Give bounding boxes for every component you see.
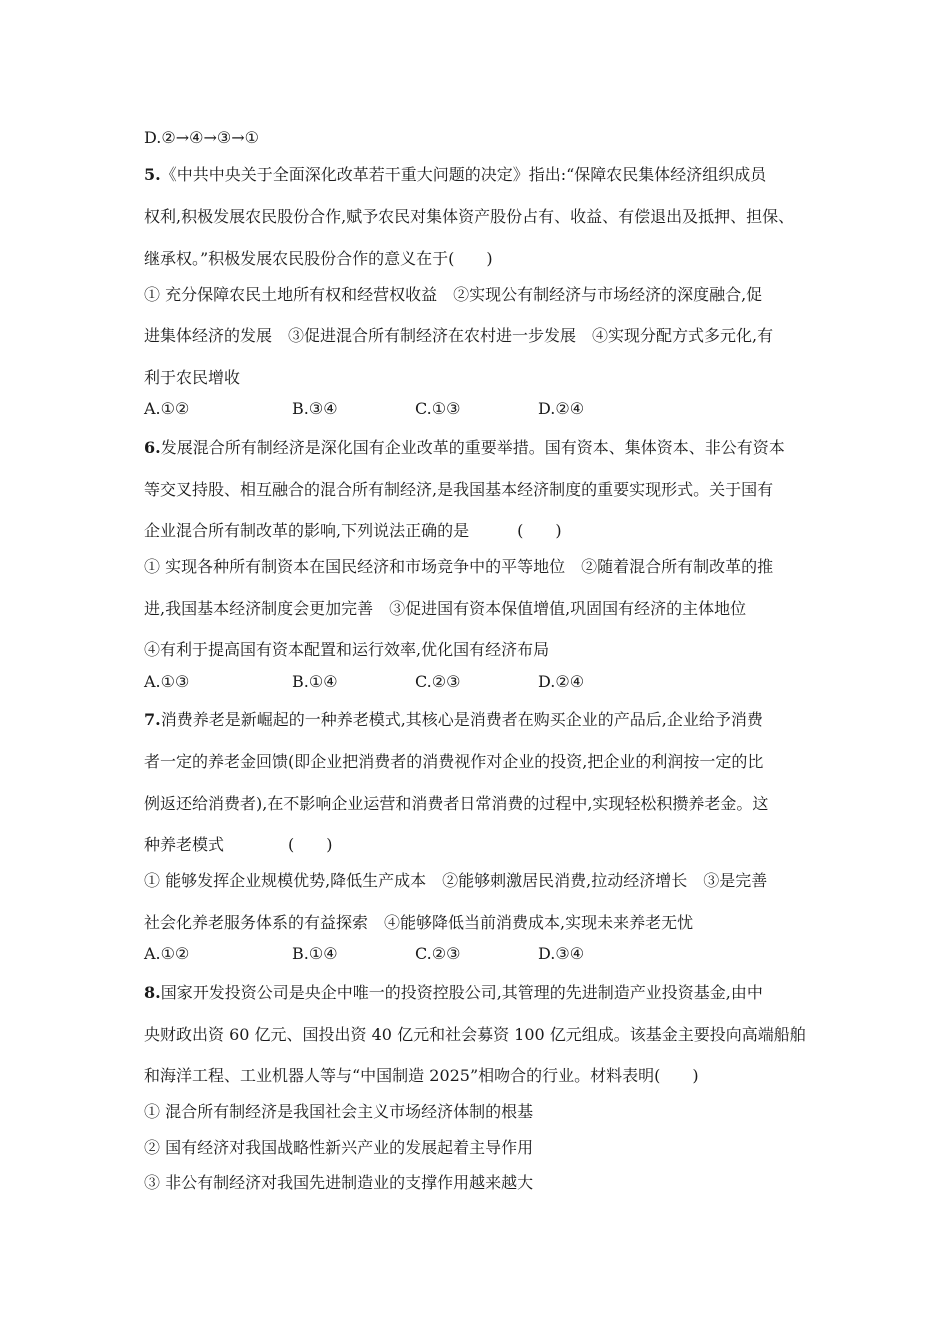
q5-option-b: B.③④	[292, 399, 338, 418]
q5-number: 5.	[144, 165, 161, 184]
q5-stem-line-2: 权利,积极发展农民股份合作,赋予农民对集体资产股份占有、收益、有偿退出及抵押、担保、	[144, 207, 795, 226]
q5-stem-line-3: 继承权。”积极发展农民股份合作的意义在于( )	[144, 249, 493, 268]
q8-item-line-3: ③ 非公有制经济对我国先进制造业的支撑作用越来越大	[144, 1173, 534, 1192]
q7-item-line-1: ① 能够发挥企业规模优势,降低生产成本 ②能够刺激居民消费,拉动经济增长 ③是完善	[144, 871, 768, 890]
q7-option-b: B.①④	[292, 944, 338, 963]
q5-item-line-1: ① 充分保障农民土地所有权和经营权收益 ②实现公有制经济与市场经济的深度融合,促	[144, 285, 763, 304]
q5-option-a: A.①②	[144, 399, 190, 418]
q6-stem-line-2: 等交叉持股、相互融合的混合所有制经济,是我国基本经济制度的重要实现形式。关于国有	[144, 480, 774, 499]
q8-stem-line-1: 8.国家开发投资公司是央企中唯一的投资控股公司,其管理的先进制造产业投资基金,由中	[144, 983, 763, 1002]
q6-option-d: D.②④	[538, 672, 585, 691]
q5-option-d: D.②④	[538, 399, 585, 418]
q6-stem-line-1: 6.发展混合所有制经济是深化国有企业改革的重要举措。国有资本、集体资本、非公有资本	[144, 438, 785, 457]
q5-item-line-3: 利于农民增收	[144, 368, 241, 387]
q6-item-line-1: ① 实现各种所有制资本在国民经济和市场竞争中的平等地位 ②随着混合所有制改革的推	[144, 557, 774, 576]
q7-stem-line-3: 例返还给消费者),在不影响企业运营和消费者日常消费的过程中,实现轻松积攒养老金。这	[144, 794, 769, 813]
q7-stem-line-2: 者一定的养老金回馈(即企业把消费者的消费视作对企业的投资,把企业的利润按一定的比	[144, 752, 764, 771]
q7-item-line-2: 社会化养老服务体系的有益探索 ④能够降低当前消费成本,实现未来养老无忧	[144, 913, 694, 932]
q8-item-line-2: ② 国有经济对我国战略性新兴产业的发展起着主导作用	[144, 1138, 534, 1157]
q6-option-a: A.①③	[144, 672, 190, 691]
q8-stem-line-3: 和海洋工程、工业机器人等与“中国制造 2025”相吻合的行业。材料表明( )	[144, 1066, 699, 1085]
q5-options	[144, 399, 764, 423]
q7-number: 7.	[144, 710, 161, 729]
q6-stem-line-3: 企业混合所有制改革的影响,下列说法正确的是 ( )	[144, 521, 562, 540]
q7-options	[144, 944, 764, 968]
q7-stem-line-1: 7.消费养老是新崛起的一种养老模式,其核心是消费者在购买企业的产品后,企业给予消费	[144, 710, 763, 729]
q7-option-c: C.②③	[415, 944, 461, 963]
q6-number: 6.	[144, 438, 161, 457]
q6-item-line-3: ④有利于提高国有资本配置和运行效率,优化国有经济布局	[144, 640, 550, 659]
q4-option-d: D.②→④→③→①	[144, 128, 259, 147]
q8-item-line-1: ① 混合所有制经济是我国社会主义市场经济体制的根基	[144, 1102, 534, 1121]
q6-option-b: B.①④	[292, 672, 338, 691]
q6-option-c: C.②③	[415, 672, 461, 691]
q5-item-line-2: 进集体经济的发展 ③促进混合所有制经济在农村进一步发展 ④实现分配方式多元化,有	[144, 326, 774, 345]
q6-item-line-2: 进,我国基本经济制度会更加完善 ③促进国有资本保值增值,巩固国有经济的主体地位	[144, 599, 747, 618]
q7-option-d: D.③④	[538, 944, 585, 963]
q8-stem-line-2: 央财政出资 60 亿元、国投出资 40 亿元和社会募资 100 亿元组成。该基金主要投向高端船舶	[144, 1025, 806, 1044]
q6-options	[144, 672, 764, 696]
q5-option-c: C.①③	[415, 399, 461, 418]
q7-option-a: A.①②	[144, 944, 190, 963]
q8-number: 8.	[144, 983, 161, 1002]
q7-stem-line-4: 种养老模式 ( )	[144, 835, 333, 854]
q5-stem-line-1: 5.《中共中央关于全面深化改革若干重大问题的决定》指出:“保障农民集体经济组织成员	[144, 165, 767, 184]
